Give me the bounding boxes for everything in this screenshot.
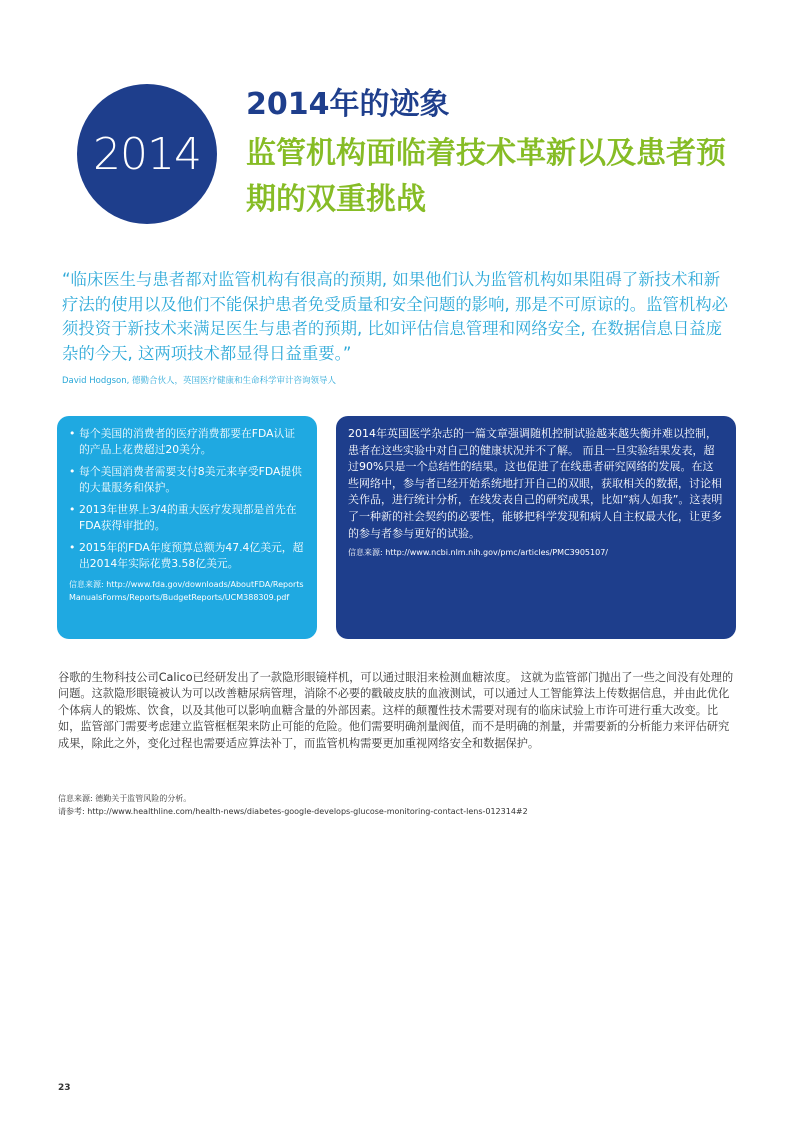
bmj-article-box <box>336 416 736 639</box>
fda-source-note: 信息来源: http://www.fda.gov/downloads/AboutFDA/ReportsManualsForms/Reports/BudgetReports/UCM388309.pdf <box>69 580 304 602</box>
year-badge-text: 2014 <box>93 128 201 180</box>
page-title: 2014年的迹象 <box>246 87 450 122</box>
main-body-text: 谷歌的生物科技公司Calico已经研发出了一款隐形眼镜样机，可以通过眼泪来检测血糖浓度。 这就为监管部门抛出了一些之间没有处理的问题。这款隐形眼镜被认为可以改善糖尿病管理，消除不必要的戳破皮肤的血液测试，可以通过人工智能算法上传数据信息，并由此优化个体病人的锻炼、饮食，以及其他可以影响血糖含量的外部因素。这样的颠覆性技术需要对现有的临床试验上市许可进行重大改变。比如，监管部门需要考虑建立监管框框架来防止可能的危险。他们需要明确剂量阀值，而不是明确的剂量，并需要新的分析能力来评估研究成果，除此之外，变化过程也需要适应算法补丁，而监管机构需要更加重视网络安全和数据保护。 <box>58 671 734 750</box>
bullet-icon: • <box>69 541 76 554</box>
list-item <box>69 502 305 534</box>
bullet-icon: • <box>69 427 76 440</box>
list-item-text: 2015年的FDA年度预算总额为47.4亿美元，超出2014年实际花费3.58亿美元。 <box>79 541 304 570</box>
list-item-text: 每个美国消费者需要支付8美元来享受FDA提供的大量服务和保护。 <box>79 465 302 494</box>
page-subtitle: 监管机构面临着技术革新以及患者预期的双重挑战 <box>246 136 726 217</box>
bmj-source-note: 信息来源: http://www.ncbi.nlm.nih.gov/pmc/articles/PMC3905107/ <box>348 548 608 558</box>
list-item <box>69 426 305 458</box>
page-number: 23 <box>58 1083 71 1093</box>
reference-footnote: 请参考: http://www.healthline.com/health-news/diabetes-google-develops-glucose-monitoring-contact-lens-012314#2 <box>58 807 528 816</box>
list-item <box>69 464 305 496</box>
list-item-text: 每个美国的消费者的医疗消费都要在FDA认证的产品上花费超过20美分。 <box>79 427 296 456</box>
list-item-text: 2013年世界上3/4的重大医疗发现都是首先在FDA获得审批的。 <box>79 503 297 532</box>
bullet-icon: • <box>69 465 76 478</box>
year-badge <box>77 84 217 224</box>
fda-facts-list <box>69 426 305 572</box>
fda-facts-box <box>57 416 317 639</box>
bmj-article-text: 2014年英国医学杂志的一篇文章强调随机控制试验越来越失衡并难以控制，患者在这些实验中对自己的健康状况并不了解。 而且一旦实验结果发表，超过90%只是一个总结性的结果。这也促进了在线患者研究网络的发展。在这些网络中，参与者已经开始系统地打开自己的双眼，获取相关的数据，讨论相关作品，进行统计分析，在线发表自己的研究成果，比如“病人如我”。这表明了一种新的社会契约的必要性，能够把科学发现和病人自主权最大化，让更多的参与者参与更好的试验。 <box>348 427 723 540</box>
pull-quote: “临床医生与患者都对监管机构有很高的预期, 如果他们认为监管机构如果阻碍了新技术和新疗法的使用以及他们不能保护患者免受质量和安全问题的影响, 那是不可原谅的。监管机构必须投资于新技术来满足医生与患者的预期, 比如评估信息管理和网络安全, 在数据信息日益庞杂的今天, 这两项技术都显得日益重要。” <box>62 270 729 363</box>
list-item <box>69 540 305 572</box>
quote-attribution: David Hodgson, 德勤合伙人，英国医疗健康和生命科学审计咨询领导人 <box>62 376 337 386</box>
source-footnote: 信息来源: 德勤关于监管风险的分析。 <box>58 794 192 803</box>
bullet-icon: • <box>69 503 76 516</box>
